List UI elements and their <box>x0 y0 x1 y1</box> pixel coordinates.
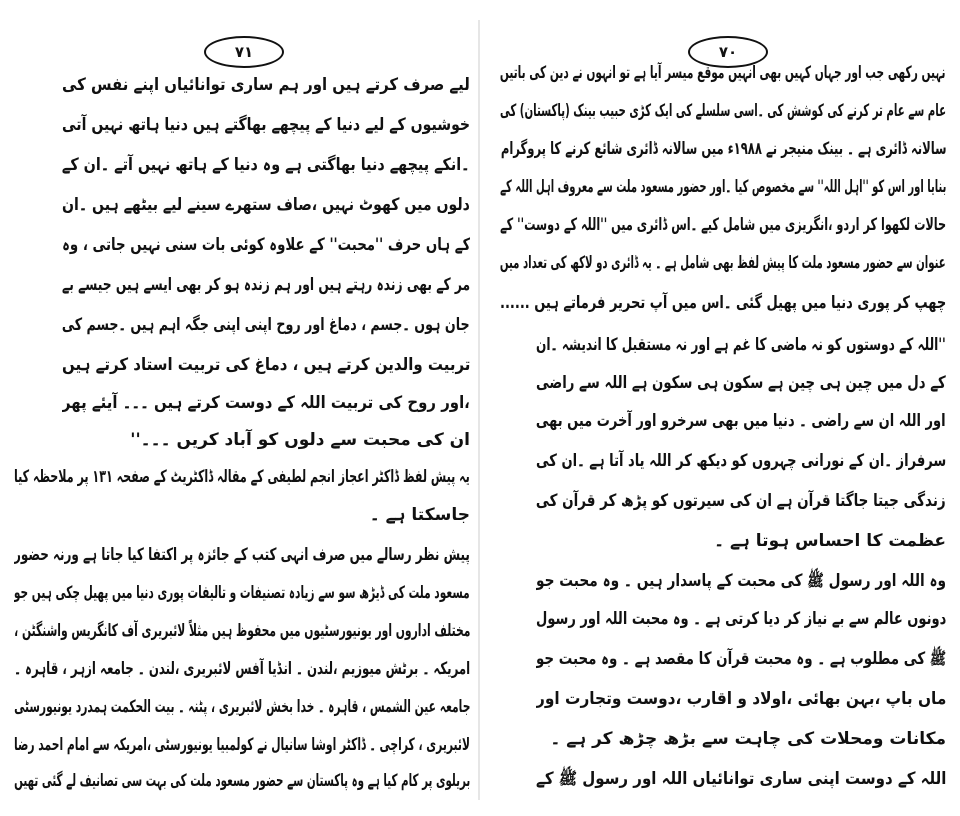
left-line: یہ پیش لفظ ڈاکٹر اعجاز انجم لطیفی کے مقالہ ڈاکٹریٹ کے صفحہ ۱۳۱ پر ملاحظہ کیا <box>14 467 470 487</box>
left-line: مسعود ملت کی ڈیڑھ سو سے زیادہ تصنیفات و تالیفات پوری دنیا میں پھیل چکی ہیں جو <box>14 583 470 603</box>
left-line: ،اور روح کی تربیت اللہ کے دوست کرتے ہیں ۔۔۔ آیئے پھر <box>62 393 470 413</box>
left-line: ۔انکے پیچھے دنیا بھاگتی ہے وہ دنیا کے ہاتھ نہیں آتے ۔ان کے <box>62 155 470 175</box>
right-line: ماں باپ ،بہن بھائی ،اولاد و اقارب ،دوست وتجارت اور <box>536 689 946 709</box>
right-line: اللہ کے دوست اپنی ساری توانائیاں اللہ اور رسول ﷺ کے <box>536 769 946 789</box>
right-line: زندگی جیتا جاگتا قرآن ہے ان کی سیرتوں کو پڑھ کر قرآن کی <box>536 491 946 511</box>
left-line: امریکہ ۔ برٹش میوزیم ،لندن ۔ انڈیا آفس لائبریری ،لندن ۔ جامعہ ازہر ، قاہرہ ۔ <box>14 659 470 679</box>
left-line: کے ہاں حرف ''محبت'' کے علاوہ کوئی بات سنی نہیں جاتی ، وہ <box>62 235 470 255</box>
right-line: عنوان سے حضور مسعود ملت کا پیش لفظ بھی شامل ہے ۔ یہ ڈائری دو لاکھ کی تعداد میں <box>500 253 946 273</box>
right-line: دونوں عالم سے بے نیاز کر دیا کرتی ہے ۔ وہ محبت اللہ اور رسول <box>536 609 946 629</box>
right-line: وہ اللہ اور رسول ﷺ کی محبت کے پاسدار ہیں ۔ وہ محبت جو <box>536 571 946 591</box>
right-line: حالات لکھوا کر اردو ،انگریزی میں شامل کیے ۔اس ڈائری میں ''اللہ کے دوست'' کے <box>500 215 946 235</box>
right-line: سرفراز ۔ان کے نورانی چہروں کو دیکھ کر اللہ یاد آتا ہے ۔ان کی <box>536 451 946 471</box>
left-line: بریلوی پر کام کیا ہے وہ پاکستان سے حضور مسعود ملت کی بہت سی تصانیف لے گئی تھیں <box>14 771 470 791</box>
left-line: تربیت والدین کرتے ہیں ، دماغ کی تربیت استاد کرتے ہیں <box>62 355 470 375</box>
left-line: خوشیوں کے لیے دنیا کے پیچھے بھاگتے ہیں دنیا ہاتھ نہیں آتی <box>62 115 470 135</box>
right-line: چھپ کر پوری دنیا میں پھیل گئی ۔اس میں آپ تحریر فرماتے ہیں ...... <box>500 293 946 313</box>
left-line: جاسکتا ہے ۔ <box>369 505 470 525</box>
right-line: بنایا اور اس کو ''اہل اللہ'' سے مخصوص کیا ۔اور حضور مسعود ملت سے معروف اہل اللہ کے <box>500 177 946 197</box>
right-line: ﷺ کی مطلوب ہے ۔ وہ محبت قرآن کا مقصد ہے ۔ وہ محبت جو <box>536 649 946 669</box>
right-line: کے دل میں چین ہی چین ہے سکون ہی سکون ہے اللہ سے راضی <box>536 373 946 393</box>
right-line: اور اللہ ان سے راضی ۔ دنیا میں بھی سرخرو اور آخرت میں بھی <box>536 411 946 431</box>
left-line: لائبریری ، کراچی ۔ ڈاکٹر اوشا سانیال نے کولمبیا یونیورسٹی ،امریکہ سے امام احمد رضا <box>14 735 470 755</box>
left-line: مر کے بھی زندہ رہتے ہیں اور ہم زندہ ہو کر بھی ایسے ہیں جیسے بے <box>62 275 470 295</box>
left-line: مختلف اداروں اور یونیورسٹیوں میں محفوظ ہیں مثلاً لائبریری آف کانگریس واشنگٹن ، <box>14 621 470 641</box>
right-line: نہیں رکھی جب اور جہاں کہیں بھی انہیں موقع میسر آیا ہے تو انہوں نے دین کی باتیں <box>500 63 946 83</box>
left-line: لیے صرف کرتے ہیں اور ہم ساری توانائیاں اپنے نفس کی <box>62 75 470 95</box>
left-line: ان کی محبت سے دلوں کو آباد کریں ۔۔۔'' <box>130 430 470 450</box>
right-line: عام سے عام تر کرنے کی کوشش کی ۔اسی سلسلے کی ایک کڑی حبیب بینک (پاکستان) کی <box>500 101 946 121</box>
left-page-number: ۷۱ <box>204 36 284 68</box>
right-line: سالانہ ڈائری ہے ۔ بینک منیجر نے ۱۹۸۸ء میں سالانہ ڈائری شائع کرنے کا پروگرام <box>500 139 946 159</box>
left-line: جان ہوں ۔جسم ، دماغ اور روح اپنی اپنی جگہ اہم ہیں ۔جسم کی <box>62 315 470 335</box>
left-line: پیش نظر رسالے میں صرف انہی کتب کے جائزہ پر اکتفا کیا جاتا ہے ورنہ حضور <box>14 545 470 565</box>
left-line: دلوں میں کھوٹ نہیں ،صاف ستھرے سینے لیے بیٹھے ہیں ۔ان <box>62 195 470 215</box>
book-spine <box>478 20 480 800</box>
right-line: مکانات ومحلات کی چاہت سے بڑھ چڑھ کر ہے ۔ <box>550 729 946 749</box>
right-page-number: ۷۰ <box>688 36 768 68</box>
right-line: عظمت کا احساس ہوتا ہے ۔ <box>714 531 946 551</box>
right-line: ''اللہ کے دوستوں کو نہ ماضی کا غم ہے اور نہ مستقبل کا اندیشہ ۔ان <box>536 335 946 355</box>
left-line: جامعہ عین الشمس ، قاہرہ ۔ خدا بخش لائبریری ، پٹنہ ۔ بیت الحکمت ہمدرد یونیورسٹی <box>14 697 470 717</box>
